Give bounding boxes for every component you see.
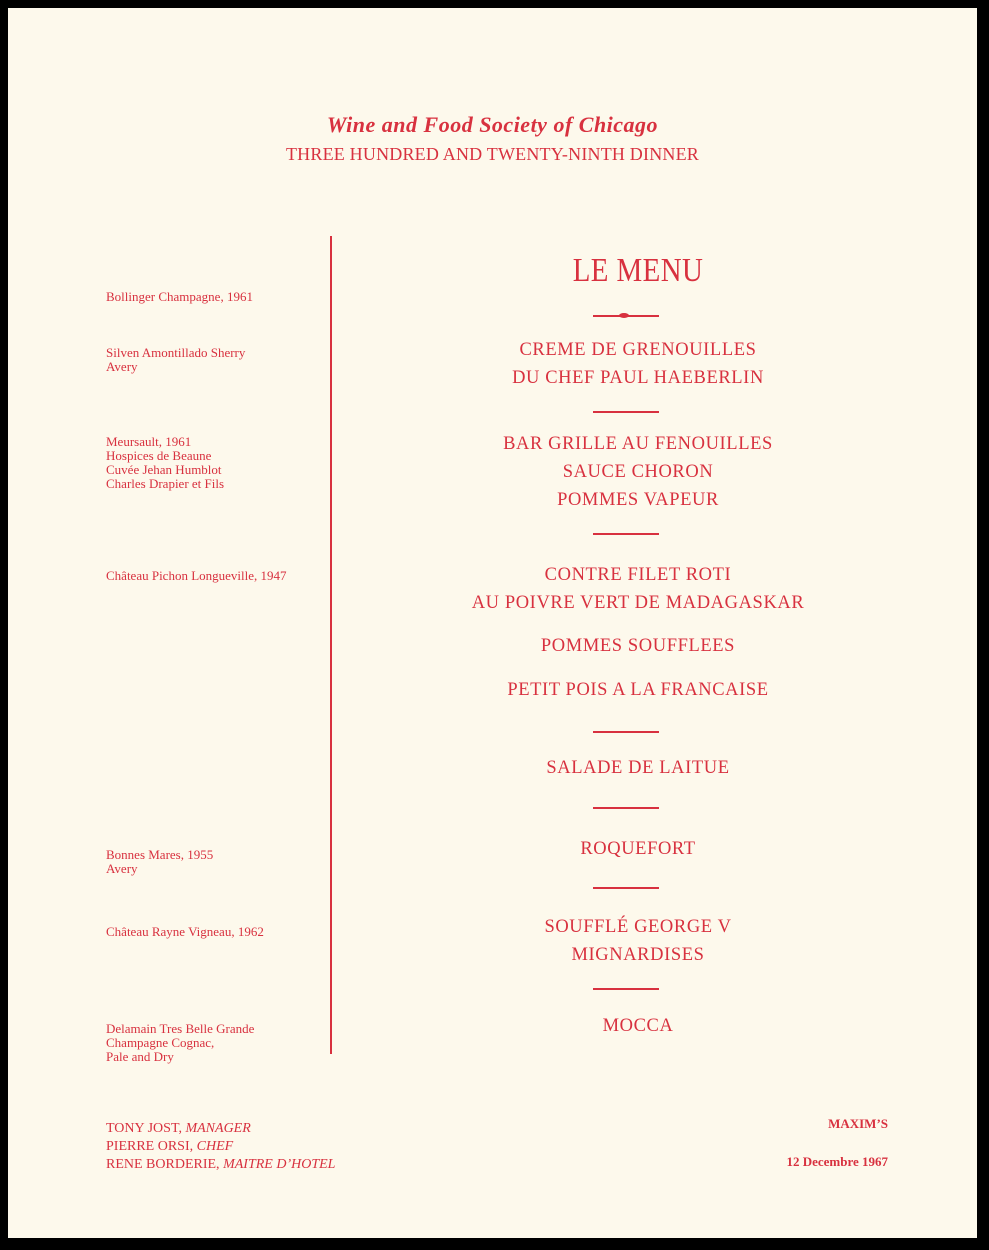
course-divider <box>593 988 659 990</box>
course-fish: BAR GRILLE AU FENOUILLES SAUCE CHORON POMMES VAPEUR <box>503 434 773 510</box>
course-divider <box>593 411 659 413</box>
staff-line: PIERRE ORSI, CHEF <box>106 1139 234 1154</box>
course-main: CONTRE FILET ROTI AU POIVRE VERT DE MADAGASKAR <box>471 565 805 613</box>
course-side: PETIT POIS A LA FRANCAISE <box>507 680 769 700</box>
course-divider <box>593 731 659 733</box>
venue-name: MAXIM’S <box>828 1116 888 1131</box>
staff-line: TONY JOST, MANAGER <box>106 1121 251 1136</box>
course-divider <box>593 807 659 809</box>
ornament-dot <box>619 313 629 318</box>
menu-page <box>8 8 977 1238</box>
column-divider <box>330 236 332 1054</box>
wine-entry: Château Pichon Longueville, 1947 <box>106 568 287 583</box>
wine-entry: Delamain Tres Belle Grande Champagne Cognac, Pale and Dry <box>106 1021 255 1064</box>
course-dessert: SOUFFLÉ GEORGE V MIGNARDISES <box>544 917 732 965</box>
wine-entry: Meursault, 1961 Hospices de Beaune Cuvée Jehan Humblot Charles Drapier et Fils <box>106 434 225 491</box>
wine-entry: Bollinger Champagne, 1961 <box>106 289 253 304</box>
course-salad: SALADE DE LAITUE <box>546 758 730 778</box>
wine-entry: Bonnes Mares, 1955 Avery <box>106 847 214 876</box>
dinner-subtitle: THREE HUNDRED AND TWENTY-NINTH DINNER <box>285 144 699 164</box>
society-title: Wine and Food Society of Chicago <box>326 112 659 137</box>
staff-line: RENE BORDERIE, MAITRE D’HOTEL <box>106 1157 336 1172</box>
course-divider <box>593 533 659 535</box>
staff-list <box>106 1120 335 1174</box>
course-entree: CREME DE GRENOUILLES DU CHEF PAUL HAEBERLIN <box>512 340 764 388</box>
course-side: POMMES SOUFFLEES <box>540 636 736 656</box>
course-divider <box>593 887 659 889</box>
menu-title: LE MENU <box>572 252 704 289</box>
wine-entry: Silven Amontillado Sherry Avery <box>106 345 246 374</box>
wine-entry: Château Rayne Vigneau, 1962 <box>106 924 264 939</box>
course-coffee: MOCCA <box>602 1016 674 1036</box>
dinner-date: 12 Decembre 1967 <box>786 1154 888 1169</box>
course-cheese: ROQUEFORT <box>580 839 696 859</box>
